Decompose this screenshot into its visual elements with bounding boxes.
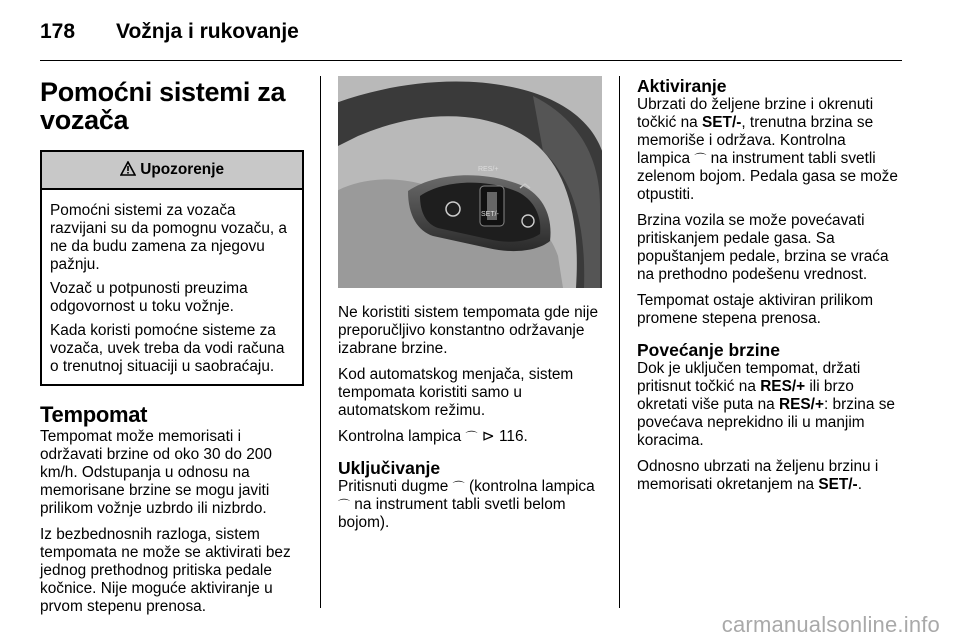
text-part: : brzina se povećava neprekidno ili u manjim koracima. bbox=[637, 396, 895, 449]
paragraph-1: Ne koristiti sistem tempomata gde nije preporučljivo konstantno održavanje izabrane brzine. bbox=[338, 304, 599, 357]
tempomat-heading: Tempomat bbox=[40, 402, 148, 427]
paragraph-3 bbox=[338, 428, 604, 446]
warning-body bbox=[42, 190, 302, 384]
povecanje-heading: Povećanje brzine bbox=[637, 340, 780, 360]
column-1 bbox=[40, 76, 304, 624]
page-ref-icon: ⊳ bbox=[481, 428, 495, 445]
text-part: na instrument tabli svetli belom bojom). bbox=[338, 496, 566, 531]
header-rule bbox=[40, 60, 902, 61]
res-control-label: RES/+ bbox=[760, 378, 806, 395]
ukljucivanje-heading: Uključivanje bbox=[338, 458, 441, 478]
text-part: Odnosno ubrzati na željenu brzinu i memorisati okretanjem na bbox=[637, 458, 879, 493]
column-2 bbox=[338, 76, 604, 540]
cruise-control-icon: ⌒ bbox=[694, 152, 707, 166]
page-header bbox=[40, 20, 299, 44]
page-reference: 116. bbox=[498, 428, 528, 445]
aktiviranje-section bbox=[637, 76, 903, 328]
set-control-label: SET/- bbox=[818, 476, 858, 493]
column-3 bbox=[637, 76, 903, 502]
column-divider-1 bbox=[320, 76, 321, 608]
povecanje-section bbox=[637, 340, 903, 494]
warning-triangle-icon bbox=[120, 161, 140, 178]
text-part: na instrument tabli svetli zelenom bojom. Pedala gasa se može otpustiti. bbox=[637, 150, 898, 203]
aktiviranje-paragraph-2: Brzina vozila se može povećavati pritiskanjem pedale gasa. Sa popuštanjem pedale, brzina se vraća na prethodno podešenu vrednost. bbox=[637, 212, 889, 283]
column-divider-2 bbox=[619, 76, 620, 608]
steering-wheel-image bbox=[338, 76, 602, 288]
watermark: carmanualsonline.info bbox=[721, 612, 940, 637]
cruise-control-icon: ⌒ bbox=[465, 430, 478, 444]
paragraph-2: Kod automatskog menjača, sistem tempomata koristiti samo u automatskom režimu. bbox=[338, 366, 574, 419]
text-part: ili brzo okretati više puta na bbox=[637, 378, 854, 413]
cruise-control-icon: ⌒ bbox=[452, 480, 465, 494]
text-part: Pritisnuti dugme bbox=[338, 478, 449, 495]
text-part: . bbox=[857, 476, 862, 493]
warning-paragraph: Pomoćni sistemi za vozača razvijani su da pomognu vozaču, a ne da budu zamena za njegovu pažnju. bbox=[50, 202, 287, 273]
text-part: , trenutna brzina se memoriše i održava. Kontrolna lampica bbox=[637, 114, 874, 167]
povecanje-paragraph-1 bbox=[637, 360, 903, 450]
tempomat-paragraph-2: Iz bezbednosnih razloga, sistem tempomata ne može se aktivirati bez jednog prethodnog pritiska pedale kočnice. Nije moguće aktiviranje u prvom stepenu prenosa. bbox=[40, 526, 291, 615]
section-title: Vožnja i rukovanje bbox=[116, 20, 299, 43]
warning-box bbox=[40, 150, 304, 386]
page-number: 178 bbox=[40, 20, 76, 43]
control-lamp-text: Kontrolna lampica bbox=[338, 428, 462, 445]
warning-paragraph: Vozač u potpunosti preuzima odgovornost u toku vožnje. bbox=[50, 280, 248, 315]
warning-label: Upozorenje bbox=[140, 161, 225, 178]
text-part: Ubrzati do željene brzine i okrenuti točkić na bbox=[637, 96, 874, 131]
aktiviranje-paragraph-3: Tempomat ostaje aktiviran prilikom promene stepena prenosa. bbox=[637, 292, 874, 327]
povecanje-paragraph-2 bbox=[637, 458, 903, 494]
aktiviranje-paragraph-1 bbox=[637, 96, 903, 204]
ukljucivanje-paragraph bbox=[338, 478, 604, 532]
set-control-label: SET/- bbox=[702, 114, 742, 131]
res-control-label: RES/+ bbox=[779, 396, 824, 413]
aktiviranje-heading: Aktiviranje bbox=[637, 76, 727, 96]
text-part: (kontrolna lampica bbox=[468, 478, 595, 495]
text-part: Dok je uključen tempomat, držati pritisnut točkić na bbox=[637, 360, 861, 395]
warning-header bbox=[42, 152, 302, 190]
tempomat-section bbox=[40, 403, 304, 616]
warning-paragraph: Kada koristi pomoćne sisteme za vozača, uvek treba da vodi računa o trenutnoj situaciji u saobraćaju. bbox=[50, 322, 285, 375]
tempomat-paragraph-1: Tempomat može memorisati i održavati brzine od oko 30 do 200 km/h. Odstupanja u odnosu na memorisane brzine se mogu javiti prilikom vožnje uzbrdo ili nizbrdo. bbox=[40, 428, 272, 517]
res-label: RES/+ bbox=[478, 166, 499, 173]
cruise-control-icon: ⌒ bbox=[338, 498, 351, 512]
page-title: Pomoćni sistemi za vozača bbox=[40, 77, 286, 135]
ukljucivanje-section bbox=[338, 458, 604, 532]
set-label: SET/- bbox=[481, 211, 499, 218]
